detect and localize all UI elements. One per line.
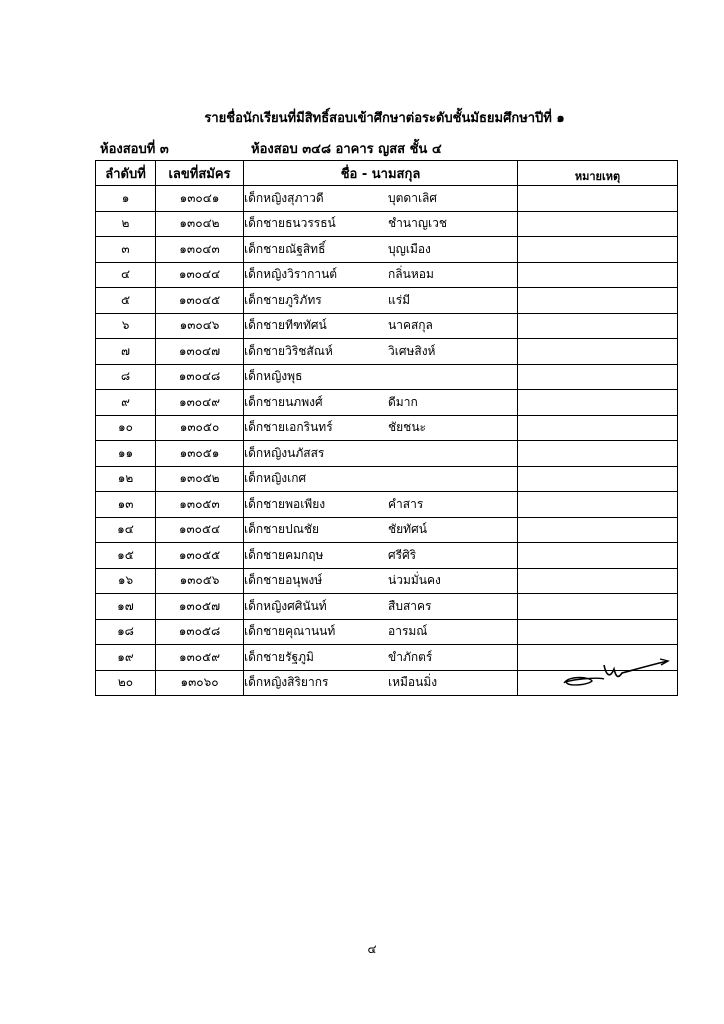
first-name: เด็กหญิงสุภาวดี — [244, 190, 324, 205]
last-name: อารมณ์ — [388, 624, 428, 639]
table-row — [96, 594, 678, 620]
note-cell — [518, 262, 678, 288]
application-number: ๑๓๐๔๗ — [156, 339, 244, 365]
first-name: เด็กหญิงพุธ — [244, 369, 303, 384]
last-name: บุญเมือง — [388, 241, 431, 256]
row-number: ๙ — [96, 390, 156, 416]
first-name: เด็กชายคุณานนท์ — [244, 624, 336, 639]
last-name: คำสาร — [388, 496, 424, 511]
last-name: ชำนาญเวช — [388, 216, 448, 231]
document-title: รายชื่อนักเรียนที่มีสิทธิ์สอบเข้าศึกษาต่อระดับชั้นมัธยมศึกษาปีที่ ๑ — [204, 111, 565, 126]
table-row — [96, 262, 678, 288]
application-number: ๑๓๐๕๔ — [156, 517, 244, 543]
row-number: ๘ — [96, 364, 156, 390]
note-cell — [518, 186, 678, 212]
student-name — [244, 262, 518, 288]
last-name: ดีมาก — [388, 394, 418, 409]
first-name: เด็กชายณัฐสิทธิ์ — [244, 241, 326, 256]
application-number: ๑๓๐๕๙ — [156, 645, 244, 671]
note-cell — [518, 288, 678, 314]
first-name: เด็กชายธนวรรธน์ — [244, 216, 336, 231]
last-name: วิเศษสิงห์ — [388, 343, 436, 358]
last-name: กลิ่นหอม — [388, 267, 434, 282]
note-cell — [518, 543, 678, 569]
student-name — [244, 619, 518, 645]
first-name: เด็กชายนภพงศ์ — [244, 394, 323, 409]
last-name: แร่มี — [388, 292, 411, 307]
row-number: ๓ — [96, 237, 156, 263]
student-name — [244, 594, 518, 620]
note-cell — [518, 441, 678, 467]
last-name: สืบสาคร — [388, 598, 432, 613]
signature-image — [560, 655, 672, 691]
last-name: นาคสกุล — [388, 318, 433, 333]
header-application-no: เลขที่สมัคร — [156, 161, 244, 186]
table-row — [96, 568, 678, 594]
header-note: หมายเหตุ — [518, 161, 678, 186]
row-number: ๔ — [96, 262, 156, 288]
application-number: ๑๓๐๕๓ — [156, 492, 244, 518]
application-number: ๑๓๐๖๐ — [156, 670, 244, 696]
student-name — [244, 288, 518, 314]
note-cell — [518, 237, 678, 263]
row-number: ๕ — [96, 288, 156, 314]
row-number: ๑๙ — [96, 645, 156, 671]
student-name — [244, 543, 518, 569]
student-name — [244, 313, 518, 339]
room-info: ห้องสอบ ๓๔๘ อาคาร ญสส ชั้น ๔ — [251, 142, 442, 157]
first-name: เด็กชายปณชัย — [244, 522, 319, 537]
student-name — [244, 364, 518, 390]
table-row — [96, 415, 678, 441]
first-name: เด็กชายเอกรินทร์ — [244, 420, 333, 435]
last-name: น่วมมั่นคง — [388, 573, 441, 588]
table-row — [96, 619, 678, 645]
last-name: ขำภักตร์ — [388, 649, 433, 664]
application-number: ๑๓๐๕๗ — [156, 594, 244, 620]
note-cell — [518, 313, 678, 339]
student-name — [244, 466, 518, 492]
student-name — [244, 517, 518, 543]
application-number: ๑๓๐๔๕ — [156, 288, 244, 314]
note-cell — [518, 619, 678, 645]
last-name: ศรีศิริ — [388, 547, 417, 562]
application-number: ๑๓๐๕๕ — [156, 543, 244, 569]
note-cell — [518, 594, 678, 620]
student-name — [244, 415, 518, 441]
row-number: ๒๐ — [96, 670, 156, 696]
table-row — [96, 186, 678, 212]
row-number: ๑๒ — [96, 466, 156, 492]
student-name — [244, 670, 518, 696]
table-row — [96, 517, 678, 543]
row-number: ๑๓ — [96, 492, 156, 518]
application-number: ๑๓๐๕๖ — [156, 568, 244, 594]
student-name — [244, 237, 518, 263]
row-number: ๗ — [96, 339, 156, 365]
application-number: ๑๓๐๕๒ — [156, 466, 244, 492]
first-name: เด็กชายวิริชสัณห์ — [244, 343, 333, 358]
application-number: ๑๓๐๔๒ — [156, 211, 244, 237]
first-name: เด็กชายคมกฤษ — [244, 547, 324, 562]
note-cell — [518, 339, 678, 365]
student-name — [244, 339, 518, 365]
row-number: ๑ — [96, 186, 156, 212]
row-number: ๑๖ — [96, 568, 156, 594]
student-name — [244, 211, 518, 237]
row-number: ๑๑ — [96, 441, 156, 467]
table-row — [96, 339, 678, 365]
first-name: เด็กชายรัฐภูมิ — [244, 649, 314, 664]
application-number: ๑๓๐๔๔ — [156, 262, 244, 288]
table-body — [96, 186, 678, 696]
application-number: ๑๓๐๕๑ — [156, 441, 244, 467]
note-cell — [518, 390, 678, 416]
row-number: ๑๗ — [96, 594, 156, 620]
first-name: เด็กชายภูริภัทร — [244, 292, 322, 307]
row-number: ๖ — [96, 313, 156, 339]
note-cell — [518, 517, 678, 543]
note-cell — [518, 492, 678, 518]
application-number: ๑๓๐๔๓ — [156, 237, 244, 263]
application-number: ๑๓๐๕๘ — [156, 619, 244, 645]
last-name: ชัยทัศน์ — [388, 522, 427, 537]
row-number: ๑๘ — [96, 619, 156, 645]
table-row — [96, 211, 678, 237]
note-cell — [518, 415, 678, 441]
first-name: เด็กหญิงสิริยากร — [244, 675, 329, 690]
note-cell — [518, 364, 678, 390]
table-row — [96, 237, 678, 263]
application-number: ๑๓๐๔๑ — [156, 186, 244, 212]
table-row — [96, 364, 678, 390]
note-cell — [518, 466, 678, 492]
table-row — [96, 492, 678, 518]
first-name: เด็กชายอนุพงษ์ — [244, 573, 323, 588]
first-name: เด็กชายทีฑทัศน์ — [244, 318, 327, 333]
application-number: ๑๓๐๔๘ — [156, 364, 244, 390]
note-cell — [518, 568, 678, 594]
row-number: ๒ — [96, 211, 156, 237]
student-roster-table — [95, 160, 678, 696]
application-number: ๑๓๐๔๙ — [156, 390, 244, 416]
application-number: ๑๓๐๔๖ — [156, 313, 244, 339]
note-cell — [518, 211, 678, 237]
page-number: ๔ — [367, 942, 377, 956]
student-name — [244, 186, 518, 212]
last-name: ชัยชนะ — [388, 420, 426, 435]
student-name — [244, 568, 518, 594]
table-row — [96, 390, 678, 416]
header-name: ชื่อ - นามสกุล — [244, 161, 518, 186]
table-row — [96, 441, 678, 467]
student-name — [244, 441, 518, 467]
row-number: ๑๐ — [96, 415, 156, 441]
last-name: เหมือนมิ่ง — [388, 675, 438, 690]
last-name: บุตดาเลิศ — [388, 190, 438, 205]
header-no: ลำดับที่ — [96, 161, 156, 186]
first-name: เด็กหญิงศศินันท์ — [244, 598, 327, 613]
table-header-row — [96, 161, 678, 186]
table-row — [96, 288, 678, 314]
student-name — [244, 390, 518, 416]
table-row — [96, 466, 678, 492]
student-name — [244, 645, 518, 671]
first-name: เด็กหญิงเกศ — [244, 471, 307, 486]
table-row — [96, 313, 678, 339]
room-number: ห้องสอบที่ ๓ — [100, 142, 169, 157]
first-name: เด็กหญิงวิรากานต์ — [244, 267, 338, 282]
table-row — [96, 543, 678, 569]
row-number: ๑๕ — [96, 543, 156, 569]
first-name: เด็กหญิงนภัสสร — [244, 445, 325, 460]
student-name — [244, 492, 518, 518]
first-name: เด็กชายพอเพียง — [244, 496, 326, 511]
application-number: ๑๓๐๕๐ — [156, 415, 244, 441]
row-number: ๑๔ — [96, 517, 156, 543]
